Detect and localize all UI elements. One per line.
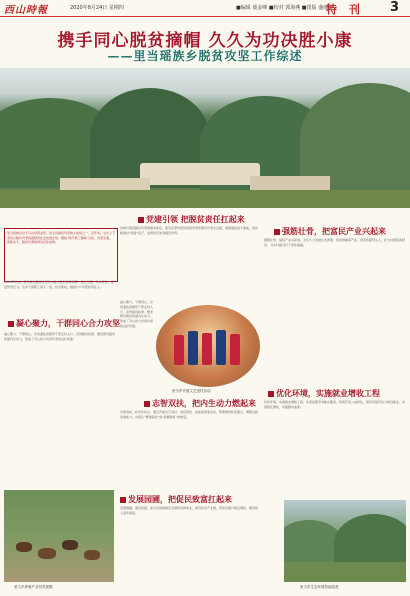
- body-text-3b: 凝心聚力，干群同心。乡党委政府组织干部走村入户，宣传脱贫政策，激发群众脱贫致富内生动力，形成了齐心协力共同攻坚的良好局面。: [120, 300, 154, 328]
- body-text-6: 强筋壮骨，富民产业兴起来。全乡大力发展生态养殖、特色种植等产业，培育致富带头人，壮大村级集体经济，为乡村振兴打下坚实基础。: [264, 238, 406, 247]
- section-heading-3: 志智双扶，把内生动力燃起来: [144, 398, 256, 409]
- section-label: 特 刊: [326, 3, 364, 16]
- section-heading-5: 强筋壮骨，把富民产业兴起来: [274, 226, 386, 237]
- photo-caption-3: 里当乡养殖产业初具规模: [14, 585, 53, 589]
- section-heading-1: 党建引领 把脱贫责任扛起来: [138, 214, 245, 225]
- photo-caption-2: 里当乡开展文艺进村活动: [172, 389, 211, 393]
- sub-headline: ——里当瑶族乡脱贫攻坚工作综述: [107, 49, 303, 63]
- body-text-2: 党建引领是脱贫攻坚的根本保证。里当乡坚持把党的领导贯穿脱贫攻坚全过程，建强基层战斗堡垒，选优配强村“两委”班子，发挥党员先锋模范作用。: [120, 226, 258, 235]
- body-text-7: 优化环境，实施就业增收工程。乡里加强劳务输出服务，积极开发公益岗位，组织贫困劳动力就近就业，实现稳定增收，巩固脱贫成果。: [264, 400, 406, 409]
- section-heading-6: 优化环境，实施就业增收工程: [268, 388, 380, 399]
- body-text-3: 凝心聚力，干群同心。乡党委政府组织干部走村入户，宣传脱贫政策，激发群众脱贫致富内生动力，形成了齐心协力共同攻坚的良好局面。: [4, 332, 116, 341]
- section-heading-2: 凝心聚力，干群同心合力攻坚: [8, 318, 120, 329]
- body-text-1: 2014年以来，里当乡把脱贫攻坚作为最大政治任务和第一民生工程，压实责任，层层传导压力。全乡干部职工深入一线，结对帮扶，做到户户有帮扶责任人。: [4, 280, 114, 289]
- main-photo: [0, 68, 410, 208]
- photo-caption-4: 里当乡生态环境持续改善: [300, 585, 339, 589]
- body-text-5: 发展园圃，促民致富。里当乡因地制宜发展特色种养业，建设扶贫产业园，带动贫困户稳定增收，群众收入逐年提高。: [120, 506, 258, 515]
- section-heading-4: 发展园圃，把促民致富扛起来: [120, 494, 232, 505]
- performance-photo: [156, 305, 260, 387]
- editor-credits: ■编辑 聂金峰 ■校对 郭海燕 ■排版 盛雨菲: [236, 5, 334, 11]
- newspaper-logo: 西山時報: [4, 5, 48, 16]
- publication-date: 2020年8月24日 星期四: [70, 5, 124, 11]
- main-headline: 携手同心脱贫摘帽 久久为功决胜小康: [57, 31, 353, 51]
- body-text-4: 志智双扶，扶贫先扶志。通过开展文艺进村、农民夜校、技能培训等活动，帮助群众转变观念，增强自我发展能力，实现从“要我脱贫”到“我要脱贫”的转变。: [120, 410, 258, 419]
- page-number: 3: [390, 0, 400, 15]
- intro-box: 里当瑶族乡位于马山县西北部，是全县脱贫攻坚的主战场之一。近年来，全乡上下坚持以脱贫攻坚统揽经济社会发展全局，聚焦“两不愁三保障”目标，攻坚克难，真抓实干，脱贫攻坚取得决定性成效。: [4, 228, 118, 282]
- livestock-photo: [4, 490, 114, 582]
- environment-photo: [284, 500, 406, 582]
